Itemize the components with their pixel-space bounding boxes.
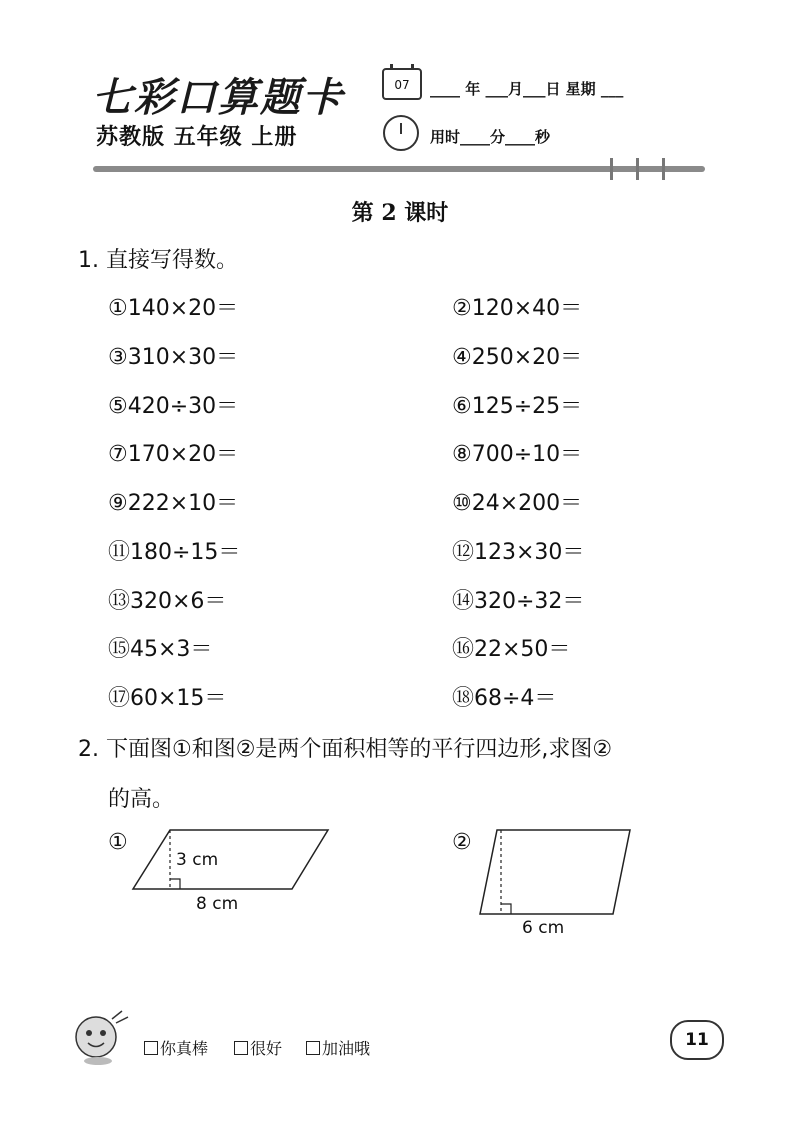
problem-item: ⑯22×50＝ (452, 637, 571, 662)
binder-pin-icon (636, 158, 639, 180)
parallelogram-figure-2 (475, 825, 635, 920)
problem-item: ⑨222×10＝ (108, 491, 239, 516)
clock-icon (383, 115, 419, 151)
problem-item: ⑱68÷4＝ (452, 686, 557, 711)
page-number: 11 (670, 1020, 724, 1060)
problem-item: ③310×30＝ (108, 345, 239, 370)
question-1-title: 1. 直接写得数。 (78, 248, 238, 273)
rating-option-label: 加油哦 (322, 1039, 371, 1058)
binder-pin-icon (610, 158, 613, 180)
lesson-title: 第 2 课时 (351, 200, 449, 226)
figure-1-label: ① (108, 830, 128, 855)
header-divider (93, 166, 705, 172)
mascot-icon (68, 1005, 134, 1067)
checkbox-icon[interactable] (234, 1041, 248, 1055)
problem-item: ④250×20＝ (452, 345, 583, 370)
question-2-title-cont: 的高。 (108, 787, 175, 812)
problem-item: ⑰60×15＝ (108, 686, 227, 711)
rating-option-good[interactable] (234, 1036, 282, 1059)
problem-item: ⑦170×20＝ (108, 442, 239, 467)
rating-option-label: 很好 (250, 1039, 283, 1058)
date-line: ____ 年 ___月___日 星期 ___ (430, 80, 624, 98)
rating-option-label: 你真棒 (160, 1039, 209, 1058)
binder-pin-icon (662, 158, 665, 180)
problem-item: ⑧700÷10＝ (452, 442, 583, 467)
checkbox-icon[interactable] (144, 1041, 158, 1055)
problem-item: ②120×40＝ (452, 296, 583, 321)
calendar-day: 07 (394, 78, 410, 92)
edition-label: 苏教版 五年级 上册 (96, 125, 298, 150)
time-line: 用时____分____秒 (430, 128, 551, 146)
problem-item: ⑭320÷32＝ (452, 589, 585, 614)
problem-item: ⑤420÷30＝ (108, 394, 239, 419)
problem-item: ⑪180÷15＝ (108, 540, 241, 565)
figure-1-height-label: 3 cm (176, 850, 219, 870)
figure-2-base-label: 6 cm (522, 918, 565, 938)
figure-1-base-label: 8 cm (196, 894, 239, 914)
problem-item: ⑩24×200＝ (452, 491, 583, 516)
problem-item: ⑬320×6＝ (108, 589, 227, 614)
rating-option-great[interactable] (144, 1036, 208, 1059)
brand-title: 七彩口算题卡 (92, 74, 344, 121)
problem-item: ①140×20＝ (108, 296, 239, 321)
problem-item: ⑫123×30＝ (452, 540, 585, 565)
parallelogram-figure-1 (130, 825, 335, 895)
problem-item: ⑥125÷25＝ (452, 394, 583, 419)
question-2-title: 2. 下面图①和图②是两个面积相等的平行四边形,求图② (78, 737, 613, 762)
problem-item: ⑮45×3＝ (108, 637, 213, 662)
calendar-icon (382, 68, 422, 100)
checkbox-icon[interactable] (306, 1041, 320, 1055)
rating-option-keep-going[interactable] (306, 1036, 370, 1059)
figure-2-label: ② (452, 830, 472, 855)
